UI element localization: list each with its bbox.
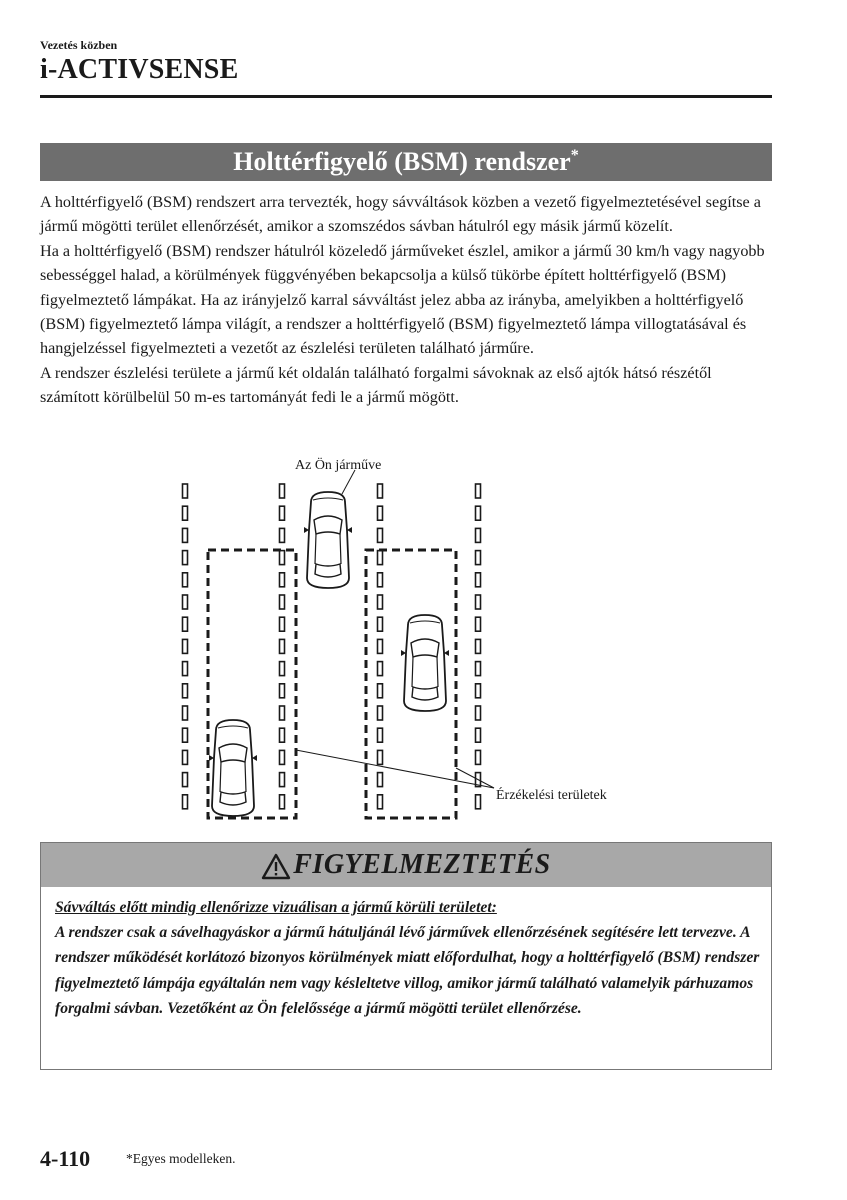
- own-vehicle-car-icon: [304, 492, 352, 588]
- lane-marker-dash: [183, 573, 188, 587]
- bsm-diagram: [150, 450, 650, 840]
- lane-marker-dash: [476, 684, 481, 698]
- lane-marker-dash: [280, 484, 285, 498]
- lane-marker-dash: [378, 795, 383, 809]
- section-label: Vezetés közben: [40, 38, 118, 52]
- lane-marker-dash: [378, 662, 383, 676]
- lane-marker-dash: [476, 639, 481, 653]
- lane-marker-dash: [183, 795, 188, 809]
- lane-marker-dash: [476, 528, 481, 542]
- own-vehicle-callout-line: [342, 470, 355, 494]
- body-paragraph: A holttérfigyelő (BSM) rendszert arra tervezték, hogy sávváltások közben a vezető figyelmeztetésével segítse a jármű mögötti terület ellenőrzését, amikor a szomszédos sávban hátulról egy másik jármű közelít.: [40, 193, 761, 236]
- lane-marker-dash: [280, 795, 285, 809]
- lane-marker-dash: [378, 484, 383, 498]
- lane-marker-dash: [183, 506, 188, 520]
- warning-title: FIGYELMEZTETÉS: [293, 849, 551, 880]
- lane-marker-dash: [183, 639, 188, 653]
- warning-lead: Sávváltás előtt mindig ellenőrizze vizuálisan a jármű körüli területet:: [55, 899, 497, 916]
- lane-marker-dash: [378, 528, 383, 542]
- lane-marker-dash: [183, 528, 188, 542]
- lane-marker-dash: [280, 773, 285, 787]
- lane-marker-dash: [378, 684, 383, 698]
- warning-body: [41, 887, 771, 1021]
- lane-marker-dash: [183, 595, 188, 609]
- right-lane-car-icon: [401, 615, 449, 711]
- detection-areas-label: Érzékelési területek: [496, 788, 607, 803]
- lane-marker-dash: [378, 706, 383, 720]
- lane-marker-dash: [378, 750, 383, 764]
- detection-callout-line-left: [296, 750, 494, 788]
- lane-marker-dash: [378, 639, 383, 653]
- lane-marker-dash: [378, 551, 383, 565]
- warning-text: A rendszer csak a sávelhagyáskor a jármű hátuljánál lévő járművek ellenőrzésének segítésére lett tervezve. A rendszer működését korlátozó bizonyos körülmények miatt előfordulhat, hogy a holttérfigyelő (BSM) rendszer figyelmeztető lámpája egyáltalán nem vagy késleltetve villog, amikor jármű található valamelyik párhuzamos forgalmi sávban. Vezetőként az Ön felelőssége a jármű mögötti terület ellenőrzése.: [55, 924, 760, 1017]
- own-vehicle-label: Az Ön járműve: [295, 458, 382, 473]
- lane-marker-dash: [280, 528, 285, 542]
- lane-marker-dash: [476, 795, 481, 809]
- lane-marker-dash: [280, 662, 285, 676]
- lane-marker-dash: [378, 506, 383, 520]
- lane-marker-dash: [378, 728, 383, 742]
- section-title: Holttérfigyelő (BSM) rendszer: [233, 147, 571, 176]
- warning-box: [40, 842, 772, 1070]
- lane-marker-dash: [476, 728, 481, 742]
- left-lane-car-icon: [209, 720, 257, 816]
- lane-marker-dash: [183, 728, 188, 742]
- lane-marker-dash: [476, 573, 481, 587]
- header-rule: [40, 95, 772, 98]
- lane-marker-dash: [476, 750, 481, 764]
- footnote: *Egyes modelleken.: [126, 1151, 236, 1166]
- lane-marker-dash: [280, 706, 285, 720]
- chapter-title: i-ACTIVSENSE: [40, 54, 239, 85]
- lane-marker-dash: [378, 595, 383, 609]
- lane-marker-dash: [183, 551, 188, 565]
- body-paragraph: A rendszer észlelési területe a jármű két oldalán található forgalmi sávoknak az első ajtók hátsó részétől számított körülbelül 50 m-es tartományát fedi le a jármű mögött.: [40, 363, 712, 407]
- warning-triangle-icon: [261, 853, 291, 880]
- lane-marker-dash: [476, 595, 481, 609]
- lane-marker-dash: [280, 750, 285, 764]
- lane-marker-dash: [280, 595, 285, 609]
- lane-marker-dash: [280, 551, 285, 565]
- lane-marker-dash: [183, 484, 188, 498]
- lane-marker-dash: [378, 573, 383, 587]
- lane-marker-dash: [183, 706, 188, 720]
- lane-marker-dash: [183, 617, 188, 631]
- lane-marker-dash: [280, 684, 285, 698]
- lane-marker-dash: [183, 773, 188, 787]
- lane-marker-dash: [476, 506, 481, 520]
- lane-marker-dash: [378, 773, 383, 787]
- lane-marker-dash: [280, 639, 285, 653]
- lane-marker-dash: [378, 617, 383, 631]
- lane-marker-dash: [280, 573, 285, 587]
- lane-marker-dash: [476, 662, 481, 676]
- bsm-diagram-svg: [150, 450, 650, 840]
- section-title-marker: *: [570, 147, 579, 164]
- body-paragraph: Ha a holttérfigyelő (BSM) rendszer hátulról közeledő járműveket észlel, amikor a jármű 30 km/h vagy nagyobb sebességgel halad, a körülmények függvényében bekapcsolja a külső tükörbe épített holttérfigyelő (BSM) figyelmeztető lámpákat. Ha az irányjelző karral sávváltást jelez abba az irányba, amelyikben a holttérfigyelő (BSM) figyelmeztető lámpa világít, a rendszer a holttérfigyelő (BSM) figyelmeztető lámpa villogtatásával és hangjelzéssel figyelmezteti a vezetőt az észlelési területen található járműre.: [40, 241, 765, 358]
- lane-marker-dash: [280, 728, 285, 742]
- lane-marker-dash: [183, 684, 188, 698]
- lane-marker-dash: [280, 617, 285, 631]
- lane-marker-dash: [476, 551, 481, 565]
- lane-marker-dash: [280, 506, 285, 520]
- page-number: 4-110: [40, 1146, 91, 1171]
- lane-marker-dash: [476, 706, 481, 720]
- lane-marker-dash: [476, 484, 481, 498]
- section-title-bar: [40, 143, 772, 181]
- lane-marker-dash: [476, 617, 481, 631]
- warning-header: [41, 843, 771, 887]
- lane-marker-dash: [183, 662, 188, 676]
- body-text: [40, 190, 772, 410]
- lane-marker-dash: [183, 750, 188, 764]
